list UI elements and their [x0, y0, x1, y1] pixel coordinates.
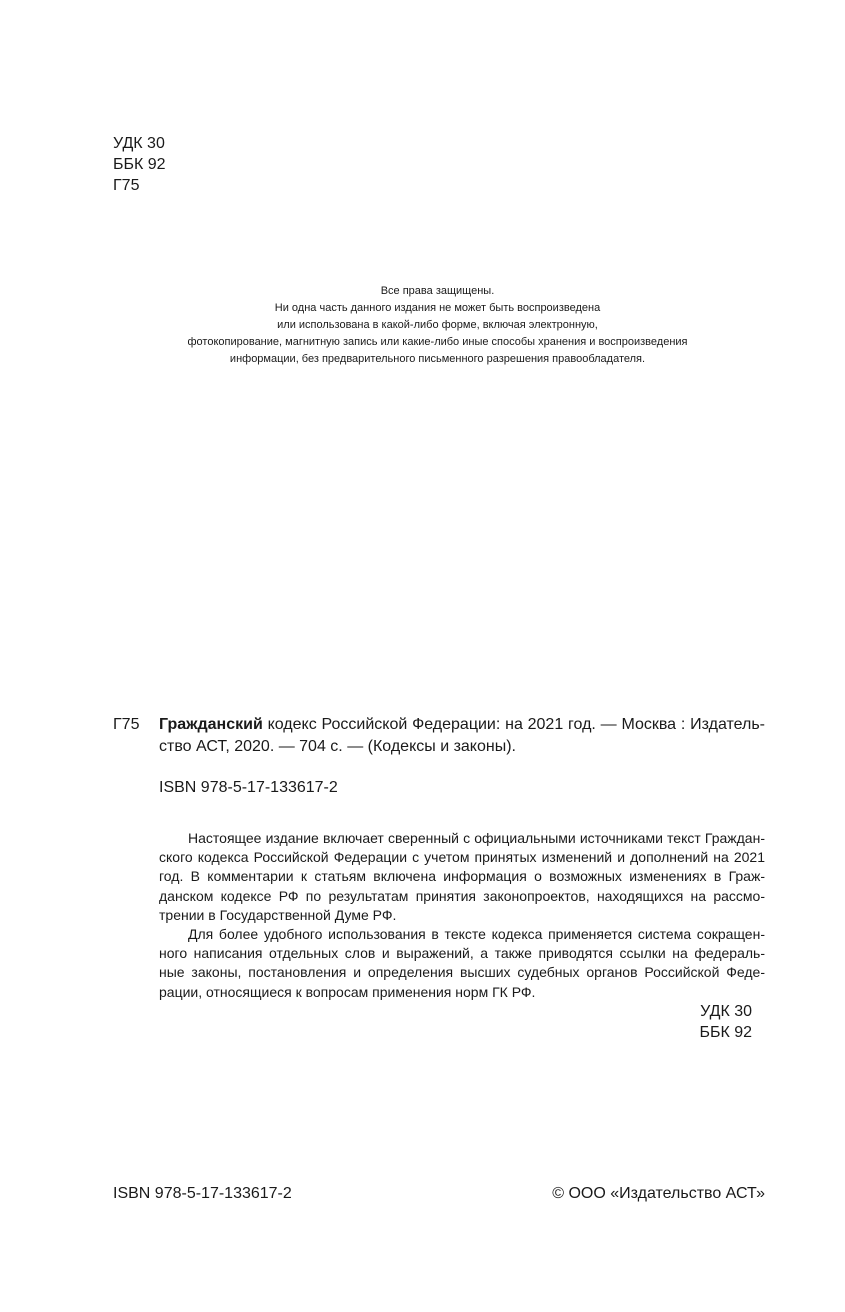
annotation-line: данском кодексе РФ по результатам принятия законопроектов, находящихся на рассмо-	[159, 887, 765, 904]
bibliographic-entry	[159, 714, 765, 758]
entry-line-2: ство АСТ, 2020. — 704 с. — (Кодексы и законы).	[159, 738, 516, 755]
annotation-line: ные законы, постановления и определения высших судебных органов Российской Феде-	[159, 964, 765, 981]
udk-code: УДК 30	[700, 1003, 752, 1020]
entry-title: Гражданский	[159, 716, 263, 733]
rights-line: информации, без предварительного письменного разрешения правообладателя.	[229, 353, 646, 365]
entry-title-rest: кодекс Российской Федерации: на 2021 год. — Москва : Издатель-	[262, 716, 765, 733]
rights-notice	[140, 283, 735, 368]
annotation-line: год. В комментарии к статьям включена информация о возможных изменениях в Граж-	[159, 868, 765, 885]
bbk-code: ББК 92	[113, 156, 166, 173]
rights-line: Все права защищены.	[380, 285, 495, 297]
udk-code: УДК 30	[113, 135, 165, 152]
entry-line-1	[159, 714, 765, 736]
entry-index: Г75	[113, 716, 140, 733]
author-mark: Г75	[113, 177, 140, 194]
annotation-line: трении в Государственной Думе РФ.	[159, 906, 397, 923]
bbk-code: ББК 92	[699, 1024, 752, 1041]
annotation-line: Для более удобного использования в тексте кодекса применяется система сокращен-	[188, 926, 765, 943]
entry-isbn: ISBN 978-5-17-133617-2	[159, 779, 338, 796]
top-classifiers	[113, 133, 166, 196]
annotation-line: рации, относящиеся к вопросам применения норм ГК РФ.	[159, 983, 536, 1000]
footer-copyright: © ООО «Издательство АСТ»	[552, 1185, 765, 1202]
annotation-line: ного написания отдельных слов и выражений, а также приводятся ссылки на федераль-	[159, 945, 765, 962]
annotation-line: ского кодекса Российской Федерации с учетом принятых изменений и дополнений на 2021	[159, 849, 765, 866]
annotation	[159, 829, 765, 1002]
rights-line: или использована в какой-либо форме, включая электронную,	[277, 319, 598, 331]
rights-line: фотокопирование, магнитную запись или какие-либо иные способы хранения и воспроизведения	[187, 336, 688, 348]
footer-isbn: ISBN 978-5-17-133617-2	[113, 1185, 292, 1202]
bottom-classifiers	[620, 1001, 752, 1043]
annotation-line: Настоящее издание включает сверенный с официальными источниками текст Граждан-	[188, 830, 765, 846]
rights-line: Ни одна часть данного издания не может быть воспроизведена	[274, 302, 601, 314]
